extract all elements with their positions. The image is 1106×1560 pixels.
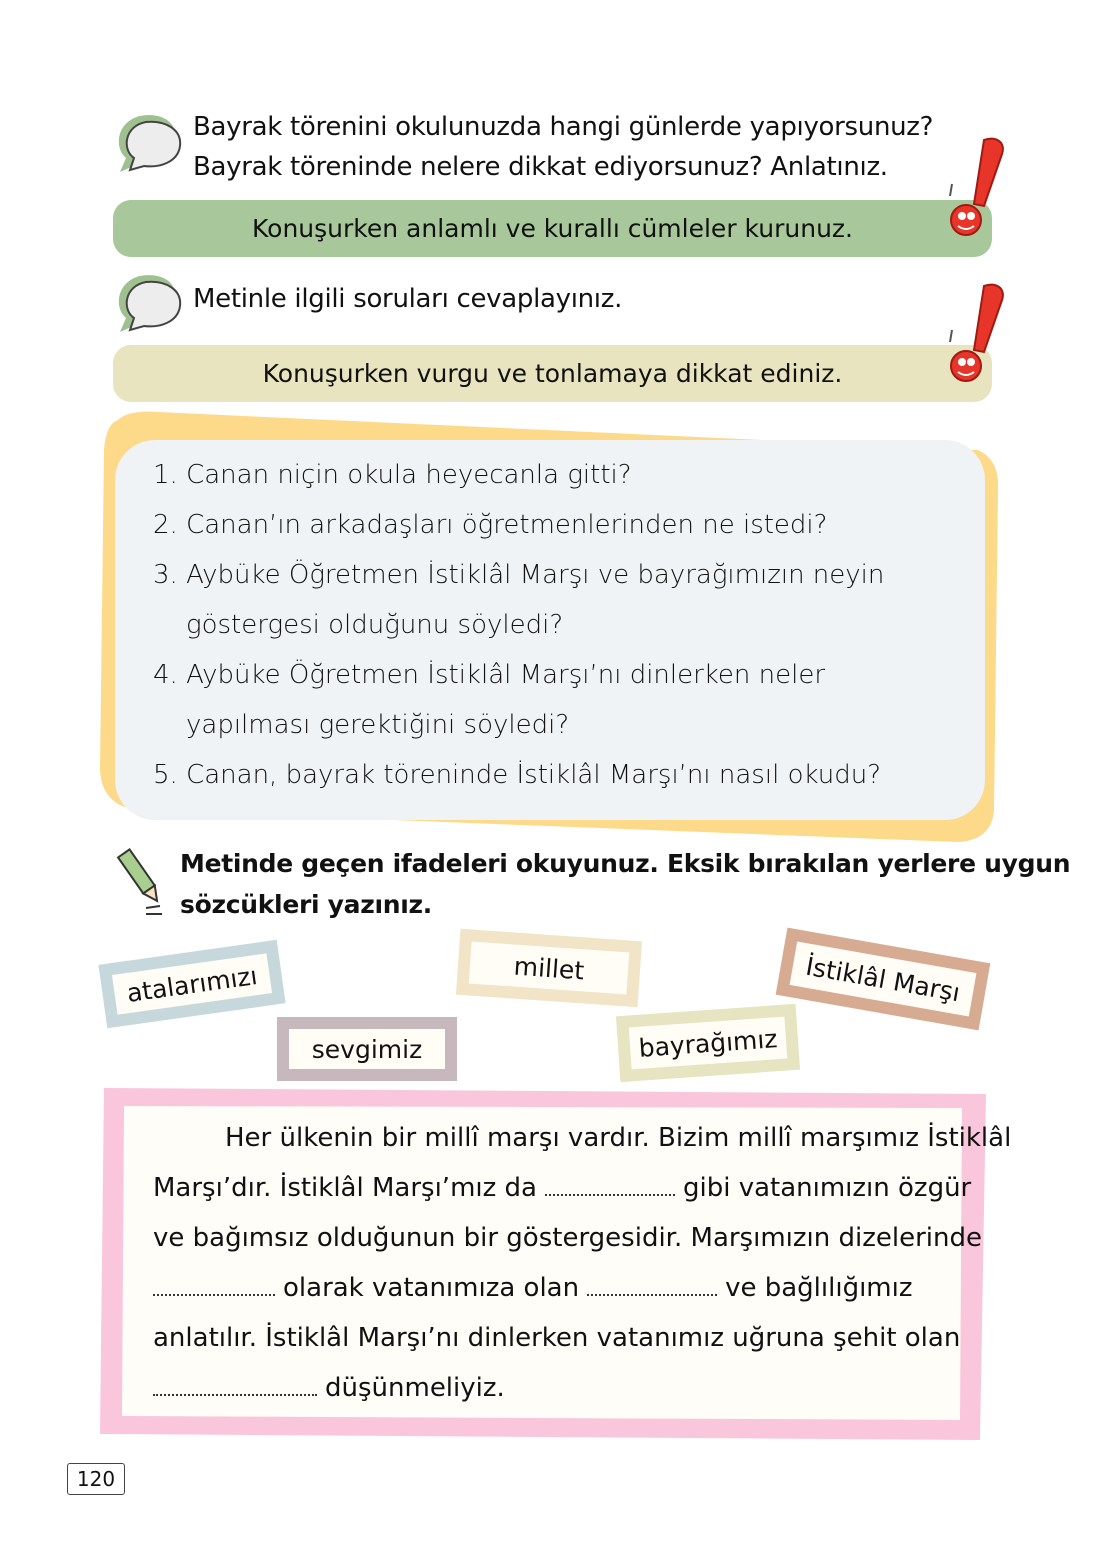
question-item: 4. Aybüke Öğretmen İstiklâl Marşı’nı dinlerken neler (153, 660, 826, 690)
question-item-continued: göstergesi olduğunu söyledi? (186, 610, 564, 640)
blank-field[interactable] (545, 1178, 675, 1196)
question-item: 1. Canan niçin okula heyecanla gitti? (153, 460, 632, 490)
page-number: 120 (67, 1463, 125, 1495)
word-card[interactable]: atalarımızı (98, 940, 285, 1028)
instruction-text: Metinle ilgili soruları cevaplayınız. (193, 284, 623, 314)
speech-bubble-icon (112, 272, 184, 340)
tip-text: Konuşurken vurgu ve tonlamaya dikkat ediniz. (262, 359, 843, 388)
blank-field[interactable] (153, 1378, 317, 1396)
question-item: 2. Canan’ın arkadaşları öğretmenlerinden ne istedi? (153, 510, 828, 540)
pencil-icon (116, 848, 166, 922)
word-card[interactable]: İstiklâl Marşı (776, 928, 991, 1031)
blank-field[interactable] (153, 1278, 275, 1296)
blank-field[interactable] (587, 1278, 717, 1296)
tip-banner (113, 200, 992, 257)
question-item: 5. Canan, bayrak töreninde İstiklâl Marşı’nı nasıl okudu? (153, 760, 881, 790)
speech-bubble-icon (112, 112, 184, 180)
exclamation-mascot-icon (944, 136, 1006, 250)
exclamation-mascot-icon (944, 282, 1006, 396)
instruction-text: Metinde geçen ifadeleri okuyunuz. Eksik bırakılan yerlere uygun (180, 849, 1071, 878)
question-item-continued: yapılması gerektiğini söyledi? (186, 710, 570, 740)
instruction-text: sözcükleri yazınız. (180, 890, 432, 919)
question-line: Bayrak törenini okulunuzda hangi günlerde yapıyorsunuz? (193, 112, 934, 142)
tip-banner (113, 345, 992, 402)
word-card[interactable]: millet (456, 929, 642, 1008)
question-item: 3. Aybüke Öğretmen İstiklâl Marşı ve bayrağımızın neyin (153, 560, 885, 590)
tip-text: Konuşurken anlamlı ve kurallı cümleler kurunuz. (252, 214, 853, 243)
word-card[interactable]: bayrağımız (616, 1004, 800, 1082)
question-line: Bayrak töreninde nelere dikkat ediyorsunuz? Anlatınız. (193, 152, 888, 182)
word-card[interactable]: sevgimiz (277, 1017, 457, 1081)
